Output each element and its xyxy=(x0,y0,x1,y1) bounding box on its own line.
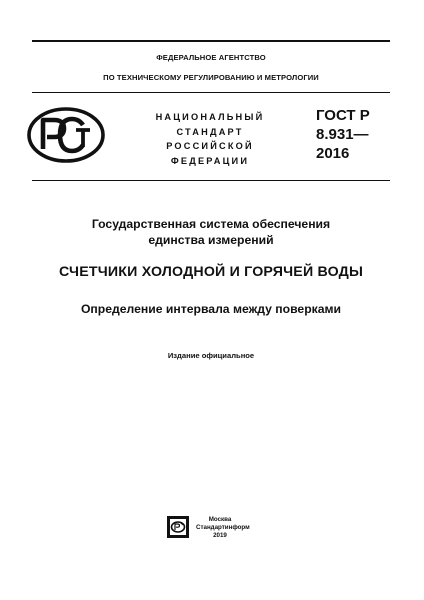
standard-number xyxy=(316,106,370,163)
standard-word-2: СТАНДАРТ xyxy=(176,126,244,137)
system-title xyxy=(32,216,390,248)
publisher-info xyxy=(196,516,250,540)
standard-number-line-2: 8.931— xyxy=(316,126,369,143)
standard-word-1: НАЦИОНАЛЬНЫЙ xyxy=(155,112,265,122)
agency-line-2: ПО ТЕХНИЧЕСКОМУ РЕГУЛИРОВАНИЮ И МЕТРОЛОГИИ xyxy=(103,73,319,82)
edition-label: Издание официальное xyxy=(167,351,255,360)
document-title: СЧЕТЧИКИ ХОЛОДНОЙ И ГОРЯЧЕЙ ВОДЫ xyxy=(58,264,364,280)
agency-line-1: ФЕДЕРАЛЬНОЕ АГЕНТСТВО xyxy=(156,53,266,62)
document-subtitle: Определение интервала между поверками xyxy=(80,302,342,316)
standard-number-line-1: ГОСТ Р xyxy=(316,107,370,124)
standard-designation xyxy=(148,110,272,168)
standard-number-line-3: 2016 xyxy=(316,145,350,162)
publisher-name: Стандартинформ xyxy=(196,524,250,531)
system-title-line-1: Государственная система обеспечения xyxy=(91,217,331,231)
gost-emblem-logo xyxy=(24,105,108,165)
publisher-city: Москва xyxy=(208,516,232,523)
publisher-year: 2019 xyxy=(213,532,227,539)
standard-word-4: ФЕДЕРАЦИИ xyxy=(170,155,250,166)
title-rule xyxy=(32,180,390,181)
top-rule xyxy=(32,40,390,42)
publisher-logo xyxy=(167,516,189,538)
header-rule xyxy=(32,92,390,93)
system-title-line-2: единства измерений xyxy=(148,233,274,247)
standard-word-3: РОССИЙСКОЙ xyxy=(166,141,254,151)
